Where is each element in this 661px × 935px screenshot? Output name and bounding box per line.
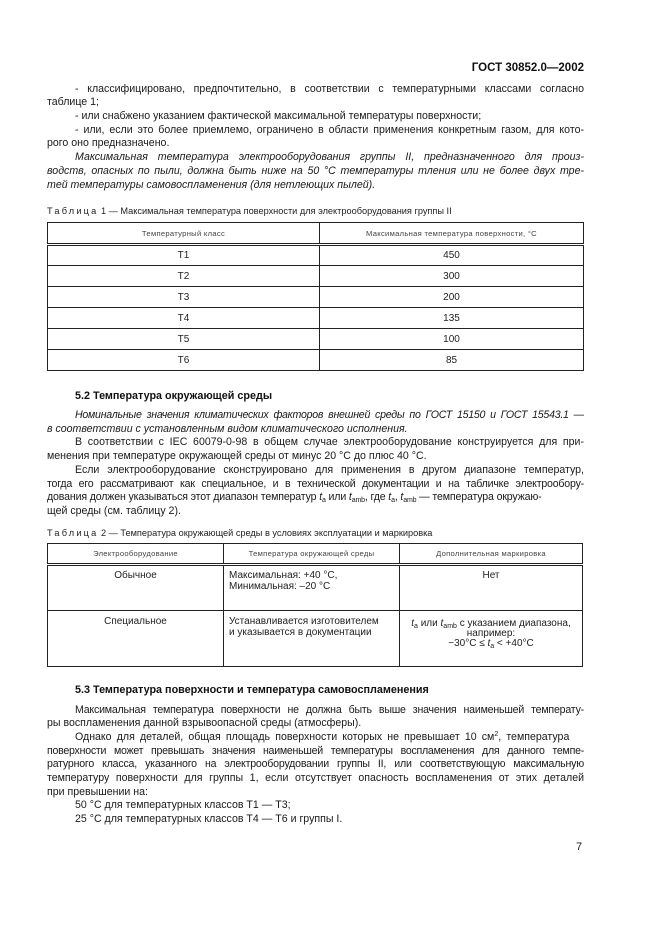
table1-cell-class: Т2 — [48, 266, 320, 287]
text-span: , температура — [498, 731, 570, 743]
table2-cell-ambient-temp — [224, 611, 400, 667]
table1-caption-text: 1 — Максимальная температура поверхности для электрооборудования группы II — [98, 206, 452, 216]
intro-italic-line-2: водств, опасных по пыли, должна быть ниже на 50 °С температуры тления или не более двух тре- — [47, 165, 584, 177]
text-span: Однако для деталей, общая площадь поверхности которых не превышает 10 см — [75, 731, 495, 743]
section53-line-6: при превышении на: — [47, 786, 148, 798]
table1-caption — [47, 206, 452, 216]
text-span: или — [325, 491, 349, 503]
symbol-t: t — [388, 491, 392, 503]
text-span: с указанием диапазона, — [456, 618, 571, 629]
intro-line-1: - классифицировано, предпочтительно, в соответствии с температурными классами согласно — [75, 83, 584, 95]
intro-line-4: - или, если это более приемлемо, ограничено в области применения конкретным газом, для кото- — [75, 124, 584, 136]
symbol-t: t — [400, 491, 404, 503]
table2-cell-marking: Нет — [400, 565, 583, 611]
text-span: −30°С ≤ — [448, 638, 488, 649]
table-row — [48, 565, 583, 611]
table1-cell-class: Т4 — [48, 308, 320, 329]
table2-header-marking: Дополнительная маркировка — [400, 544, 583, 565]
table-row — [48, 611, 583, 667]
table1-cell-temp: 100 — [320, 329, 584, 350]
text-span: < +40°С — [494, 638, 534, 649]
section52-line-5 — [47, 491, 584, 504]
intro-line-5: рого оно предназначено. — [47, 137, 170, 149]
table1-header-max-temp: Максимальная температура поверхности, °С — [320, 223, 584, 245]
section53-line-3: поверхности может превышать значения наименьшей температуры воспламенения для данного темпе- — [47, 745, 584, 757]
table2-cell-ambient-temp — [224, 565, 400, 611]
symbol-t: t — [411, 618, 415, 629]
section52-line-3: Если электрооборудование сконструировано для применения в другом диапазоне температур, — [75, 464, 584, 476]
section53-line-4: ратурного класса, указанного на электрооборудовании группы II, или соответствующую максимальную — [47, 758, 584, 770]
table1-cell-temp: 450 — [320, 245, 584, 266]
table1-cell-temp: 135 — [320, 308, 584, 329]
subscript-a: a — [490, 643, 495, 650]
table2-cell-equipment: Обычное — [48, 565, 224, 611]
table2-cell-equipment: Специальное — [48, 611, 224, 667]
table-row — [48, 287, 584, 308]
text-span: , где — [364, 491, 389, 503]
section52-italic-line-2: в соответствии с установленным видом климатического исполнения. — [47, 423, 408, 435]
table2-header-ambient-temp: Температура окружающей среды — [224, 544, 400, 565]
text-span: или — [417, 618, 441, 629]
symbol-t: t — [487, 638, 491, 649]
table1-header-class: Температурный класс — [48, 223, 320, 245]
intro-line-3: - или снабжено указанием фактической максимальной температуры поверхности; — [75, 110, 482, 122]
table1-cell-class: Т5 — [48, 329, 320, 350]
section-5-2-heading: 5.2 Температура окружающей среды — [75, 390, 273, 402]
table1-cell-class: Т1 — [48, 245, 320, 266]
table2-caption — [47, 528, 432, 538]
subscript-a: a — [322, 497, 326, 504]
table1-cell-temp: 85 — [320, 350, 584, 371]
section52-line-4: тогда его рассматривают как специальное, и в технической документации и на табличке электрообору- — [47, 478, 584, 490]
symbol-t: t — [440, 618, 444, 629]
text-line — [400, 639, 582, 649]
subscript-a: a — [414, 623, 418, 630]
subscript-amb: amb — [443, 623, 457, 630]
section53-item-1: 50 °С для температурных классов Т1 — Т3; — [75, 799, 291, 811]
table2-header-equipment: Электрооборудование — [48, 544, 224, 565]
table-row — [48, 245, 584, 266]
table2-caption-text: 2 — Температура окружающей среды в условиях эксплуатации и маркировка — [98, 528, 433, 538]
superscript-2: 2 — [494, 731, 499, 738]
text-line: Устанавливается изготовителем — [229, 616, 379, 627]
subscript-a: a — [391, 497, 395, 504]
text-line: например: — [466, 628, 516, 639]
table2-cell-marking — [400, 611, 583, 667]
text-span: , — [394, 491, 401, 503]
text-line: Минимальная: –20 °С — [229, 581, 331, 592]
table2-caption-prefix: Таблица — [47, 528, 99, 538]
section53-area-line — [75, 731, 584, 744]
table-row — [48, 329, 584, 350]
document-id-header: ГОСТ 30852.0—2002 — [471, 62, 584, 74]
section-5-3-heading: 5.3 Температура поверхности и температура самовоспламенения — [75, 684, 429, 696]
table-row — [48, 266, 584, 287]
section52-line-1: В соответствии с IEC 60079-0-98 в общем случае электрооборудование конструируется для при- — [75, 436, 584, 448]
table1-cell-class: Т3 — [48, 287, 320, 308]
symbol-t: t — [348, 491, 352, 503]
section52-line-6: щей среды (см. таблицу 2). — [47, 505, 181, 517]
table-row — [48, 308, 584, 329]
text-line: и указывается в документации — [229, 627, 372, 638]
table-2-ambient-temperature — [47, 543, 583, 667]
intro-line-2: таблице 1; — [47, 96, 99, 108]
section53-line-1: Максимальная температура поверхности не должна быть выше значения наименьшей температу- — [75, 704, 584, 716]
section52-line-2: менения при температуре окружающей среды от минус 20 °С до плюс 40 °С. — [47, 450, 427, 462]
symbol-t: t — [319, 491, 322, 503]
section53-line-2: ры воспламенения данной взрывоопасной среды (атмосферы). — [47, 717, 362, 729]
table-1-max-surface-temperature — [47, 222, 584, 371]
table-row — [48, 350, 584, 371]
intro-italic-line-1: Максимальная температура электрооборудования группы II, предназначенного для произ- — [75, 151, 584, 163]
subscript-amb: amb — [403, 497, 417, 504]
text-span: дования должен указываться этот диапазон температур — [47, 491, 320, 503]
section52-italic-line-1: Номинальные значения климатических факторов внешней среды по ГОСТ 15150 и ГОСТ 15543.1 — — [75, 409, 584, 421]
table1-cell-class: Т6 — [48, 350, 320, 371]
page-number: 7 — [576, 841, 583, 853]
table1-caption-prefix: Таблица — [47, 206, 99, 216]
section53-line-5: температуру поверхности для группы 1, если отсутствует опасность воспламенения от этих деталей — [47, 772, 584, 784]
text-line: Максимальная: +40 °С, — [229, 570, 338, 581]
intro-italic-line-3: тей температуры самовоспламенения (для нетлеющих пылей). — [47, 179, 376, 191]
section53-item-2: 25 °С для температурных классов Т4 — Т6 и группы I. — [75, 813, 343, 825]
subscript-amb: amb — [351, 497, 365, 504]
table1-cell-temp: 300 — [320, 266, 584, 287]
table1-cell-temp: 200 — [320, 287, 584, 308]
text-span: — температура окружаю- — [416, 491, 542, 503]
